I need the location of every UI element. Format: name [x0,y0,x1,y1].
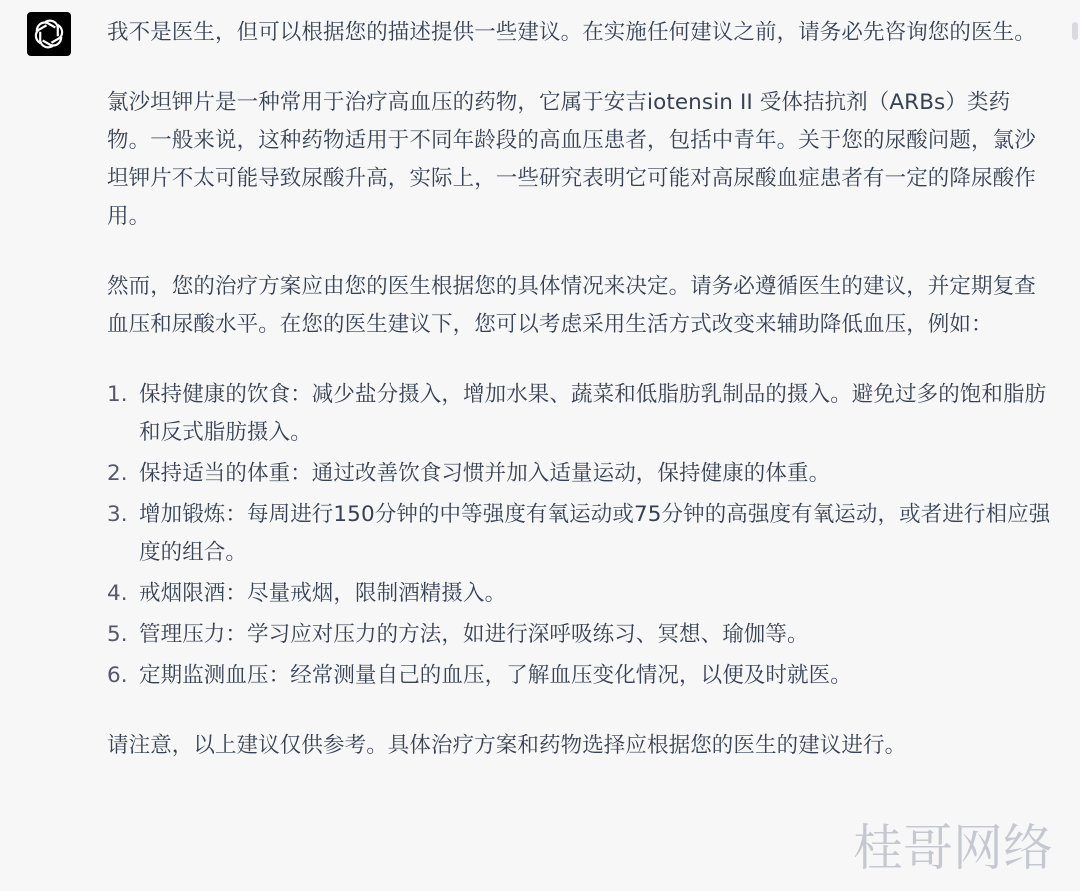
list-item [107,455,1052,493]
list-item [107,376,1052,452]
assistant-avatar [27,12,71,56]
openai-logo-icon [32,17,66,51]
list-text: 增加锻炼：每周进行150分钟的中等强度有氧运动或75分钟的高强度有氧运动，或者进行相应强度的组合。 [139,502,1051,565]
message-paragraph-plan: 然而，您的治疗方案应由您的医生根据您的具体情况来决定。请务必遵循医生的建议，并定期复查血压和尿酸水平。在您的医生建议下，您可以考虑采用生活方式改变来辅助降低血压，例如： [107,274,1036,337]
message-closing: 请注意，以上建议仅供参考。具体治疗方案和药物选择应根据您的医生的建议进行。 [107,733,907,758]
list-number: 6. [107,663,128,688]
list-item [107,616,1052,654]
watermark: 桂哥网络 [853,819,1053,877]
scrollbar-edge[interactable] [1072,22,1078,40]
assistant-message [107,14,1052,765]
list-number: 2. [107,461,128,486]
message-paragraph-drug: 氯沙坦钾片是一种常用于治疗高血压的药物，它属于安吉iotensin II 受体拮抗剂（ARBs）类药物。一般来说，这种药物适用于不同年龄段的高血压患者，包括中青年。关于您的尿酸问题，氯沙坦钾片不太可能导致尿酸升高，实际上，一些研究表明它可能对高尿酸血症患者有一定的降尿酸作用。 [107,90,1036,229]
lifestyle-list [107,376,1052,695]
list-item [107,657,1052,695]
list-text: 保持适当的体重：通过改善饮食习惯并加入适量运动，保持健康的体重。 [139,461,831,486]
list-item [107,496,1052,572]
list-text: 定期监测血压：经常测量自己的血压，了解血压变化情况，以便及时就医。 [139,663,852,688]
list-number: 3. [107,502,128,527]
list-text: 管理压力：学习应对压力的方法，如进行深呼吸练习、冥想、瑜伽等。 [139,622,809,647]
list-number: 1. [107,382,128,407]
list-item [107,575,1052,613]
list-text: 戒烟限酒：尽量戒烟，限制酒精摄入。 [139,581,507,606]
list-number: 5. [107,622,128,647]
list-number: 4. [107,581,128,606]
list-text: 保持健康的饮食：减少盐分摄入，增加水果、蔬菜和低脂肪乳制品的摄入。避免过多的饱和脂肪和反式脂肪摄入。 [139,382,1047,445]
message-intro: 我不是医生，但可以根据您的描述提供一些建议。在实施任何建议之前，请务必先咨询您的医生。 [107,20,1036,45]
